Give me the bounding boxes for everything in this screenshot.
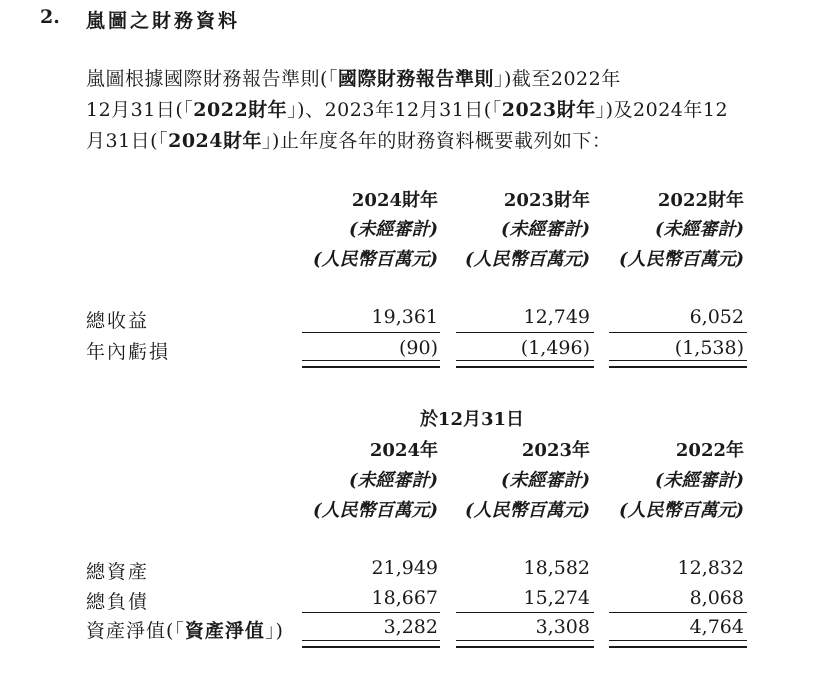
intro-line-2 (86, 95, 728, 122)
row-label: 總負債 (86, 591, 150, 613)
cell-value: (1,496) (520, 337, 590, 359)
row-label-text: 」) (264, 620, 284, 642)
intro-line-1 (86, 64, 621, 91)
subtotal-rule (456, 612, 594, 613)
table1-col-year: 2023財年 (503, 190, 590, 211)
cell-value: 3,308 (535, 616, 590, 638)
table1-col-audit: (未經審計) (654, 219, 744, 240)
cell-value: 19,361 (371, 306, 438, 328)
intro-text: 」)、2023年12月31日(「 (287, 99, 502, 121)
table2-col-unit: (人民幣百萬元) (464, 500, 590, 521)
total-double-rule (609, 360, 747, 368)
cell-value: 18,667 (371, 587, 438, 609)
table1-col-year: 2024財年 (351, 190, 438, 211)
cell-value: (1,538) (674, 337, 744, 359)
cell-value: 21,949 (371, 557, 438, 579)
cell-value: 3,282 (383, 616, 438, 638)
table2-col-audit: (未經審計) (348, 470, 438, 491)
table2-col-unit: (人民幣百萬元) (312, 500, 438, 521)
row-label: 總資產 (86, 561, 150, 583)
total-double-rule (456, 360, 594, 368)
row-label-text: 資產淨值(「 (86, 620, 185, 642)
section-title: 嵐圖之財務資料 (86, 10, 241, 32)
subtotal-rule (609, 612, 747, 613)
total-double-rule (609, 640, 747, 648)
table2-col-unit: (人民幣百萬元) (618, 500, 744, 521)
subtotal-rule (302, 612, 440, 613)
table2-col-audit: (未經審計) (500, 470, 590, 491)
table2-col-year: 2024年 (369, 440, 438, 461)
row-label-bold-term: 資產淨值 (184, 620, 265, 642)
cell-value: 15,274 (523, 587, 590, 609)
intro-bold-term: 國際財務報告準則 (337, 68, 494, 90)
intro-text: 12月31日(「 (86, 99, 194, 121)
cell-value: 12,832 (677, 557, 744, 579)
total-double-rule (302, 640, 440, 648)
table2-col-year: 2022年 (675, 440, 744, 461)
table1-col-audit: (未經審計) (500, 219, 590, 240)
table1-col-year: 2022財年 (657, 190, 744, 211)
intro-bold-term: 2024財年 (168, 130, 262, 152)
table1-col-audit: (未經審計) (348, 219, 438, 240)
intro-text: 」)止年度各年的財務資料概要載列如下： (261, 130, 612, 152)
cell-value: 18,582 (523, 557, 590, 579)
table2-col-audit: (未經審計) (654, 470, 744, 491)
cell-value: 6,052 (689, 306, 744, 328)
table1-col-unit: (人民幣百萬元) (312, 249, 438, 270)
intro-text: 」)及2024年12 (595, 99, 729, 121)
total-double-rule (302, 360, 440, 368)
cell-value: 4,764 (689, 616, 744, 638)
row-label: 年內虧損 (86, 341, 171, 363)
intro-bold-term: 2023財年 (501, 99, 596, 121)
section-number: 2. (40, 6, 60, 28)
cell-value: 8,068 (689, 587, 744, 609)
subtotal-rule (456, 332, 594, 333)
total-double-rule (456, 640, 594, 648)
intro-text: 」)截至2022年 (493, 68, 621, 90)
intro-text: 月31日(「 (86, 130, 169, 152)
table2-date-header: 於12月31日 (419, 409, 525, 430)
table1-col-unit: (人民幣百萬元) (464, 249, 590, 270)
table1-col-unit: (人民幣百萬元) (618, 249, 744, 270)
intro-bold-term: 2022財年 (193, 99, 288, 121)
cell-value: (90) (398, 337, 438, 359)
row-label (86, 616, 284, 643)
intro-text: 嵐圖根據國際財務報告準則(「 (86, 68, 338, 90)
intro-line-3 (86, 126, 611, 153)
cell-value: 12,749 (523, 306, 590, 328)
subtotal-rule (302, 332, 440, 333)
table2-col-year: 2023年 (521, 440, 590, 461)
subtotal-rule (609, 332, 747, 333)
row-label: 總收益 (86, 310, 150, 332)
